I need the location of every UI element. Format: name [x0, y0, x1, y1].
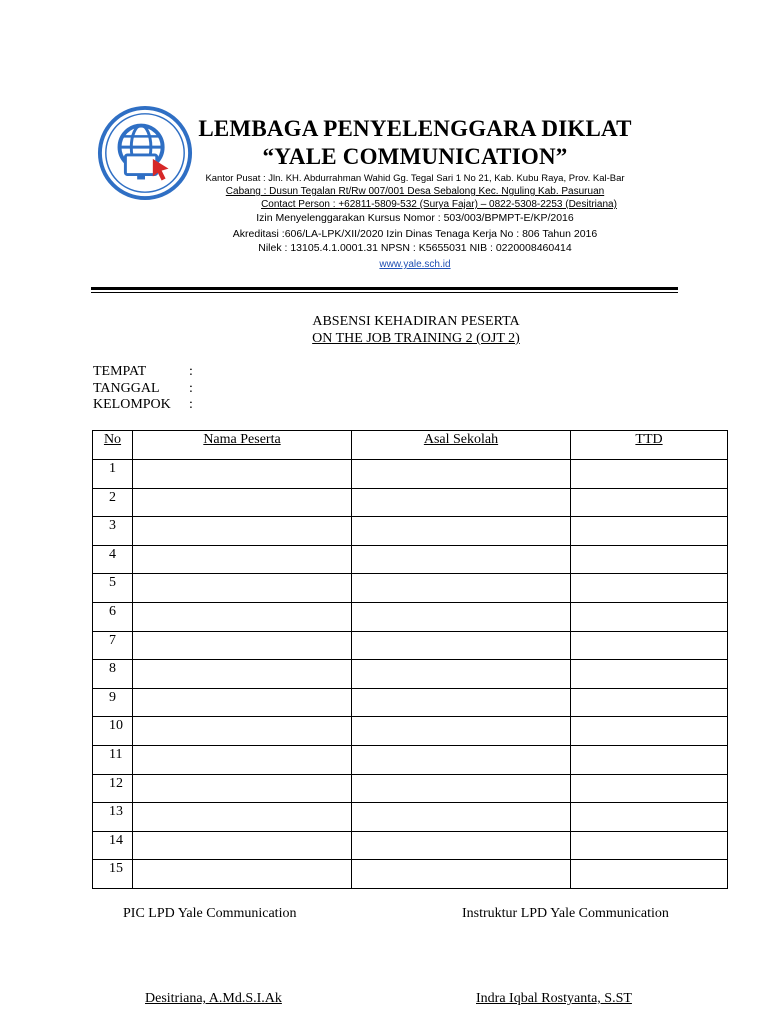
- nama-peserta-cell[interactable]: [133, 745, 352, 774]
- ttd-cell[interactable]: [571, 660, 728, 689]
- table-row: [93, 745, 728, 774]
- asal-sekolah-cell[interactable]: [352, 460, 571, 489]
- asal-sekolah-cell[interactable]: [352, 574, 571, 603]
- nama-peserta-cell[interactable]: [133, 774, 352, 803]
- asal-sekolah-cell[interactable]: [352, 774, 571, 803]
- ttd-cell[interactable]: [571, 717, 728, 746]
- asal-sekolah-cell[interactable]: [352, 860, 571, 889]
- row-number: 3: [93, 517, 133, 546]
- head-office-address: Kantor Pusat : Jln. KH. Abdurrahman Wahid Gg. Tegal Sari 1 No 21, Kab. Kubu Raya, Prov. Kal-Bar: [205, 173, 625, 184]
- nama-peserta-cell[interactable]: [133, 460, 352, 489]
- ttd-cell[interactable]: [571, 574, 728, 603]
- asal-sekolah-cell[interactable]: [352, 488, 571, 517]
- header-no: No: [93, 431, 133, 460]
- table-row: [93, 574, 728, 603]
- row-number: 14: [93, 831, 133, 860]
- field-colon: :: [189, 380, 193, 396]
- nama-peserta-cell[interactable]: [133, 517, 352, 546]
- row-number: 6: [93, 602, 133, 631]
- nama-peserta-cell[interactable]: [133, 688, 352, 717]
- instructor-signature-title: Instruktur LPD Yale Communication: [462, 906, 669, 921]
- header-ttd: TTD: [571, 431, 728, 460]
- ttd-cell[interactable]: [571, 688, 728, 717]
- nama-peserta-cell[interactable]: [133, 803, 352, 832]
- table-row: [93, 545, 728, 574]
- document-subtitle: ON THE JOB TRAINING 2 (OJT 2): [312, 331, 520, 346]
- nama-peserta-cell[interactable]: [133, 660, 352, 689]
- row-number: 8: [93, 660, 133, 689]
- field-label: TEMPAT: [93, 364, 147, 379]
- row-number: 1: [93, 460, 133, 489]
- registration-numbers: Nilek : 13105.4.1.0001.31 NPSN : K5655031 NIB : 0220008460414: [258, 242, 572, 254]
- field-tanggal: [93, 381, 193, 398]
- row-number: 4: [93, 545, 133, 574]
- pic-signature-title: PIC LPD Yale Communication: [123, 906, 297, 921]
- table-row: [93, 688, 728, 717]
- institution-title: LEMBAGA PENYELENGGARA DIKLAT: [198, 116, 632, 141]
- asal-sekolah-cell[interactable]: [352, 803, 571, 832]
- table-row: [93, 660, 728, 689]
- license-number: Izin Menyelenggarakan Kursus Nomor : 503/003/BPMPT-E/KP/2016: [256, 212, 574, 224]
- row-number: 13: [93, 803, 133, 832]
- table-row: [93, 460, 728, 489]
- nama-peserta-cell[interactable]: [133, 574, 352, 603]
- ttd-cell[interactable]: [571, 488, 728, 517]
- table-header-row: [93, 431, 728, 460]
- row-number: 9: [93, 688, 133, 717]
- institution-name: “YALE COMMUNICATION”: [262, 144, 568, 169]
- ttd-cell[interactable]: [571, 517, 728, 546]
- table-row: [93, 774, 728, 803]
- row-number: 7: [93, 631, 133, 660]
- asal-sekolah-cell[interactable]: [352, 717, 571, 746]
- field-tempat: [93, 364, 193, 381]
- asal-sekolah-cell[interactable]: [352, 517, 571, 546]
- ttd-cell[interactable]: [571, 860, 728, 889]
- ttd-cell[interactable]: [571, 745, 728, 774]
- asal-sekolah-cell[interactable]: [352, 688, 571, 717]
- table-row: [93, 803, 728, 832]
- header-asal-sekolah: Asal Sekolah: [352, 431, 571, 460]
- accreditation: Akreditasi :606/LA-LPK/XII/2020 Izin Dinas Tenaga Kerja No : 806 Tahun 2016: [232, 228, 598, 240]
- row-number: 12: [93, 774, 133, 803]
- attendance-fields: [93, 364, 193, 414]
- instructor-signature-name: Indra Iqbal Rostyanta, S.ST: [476, 991, 632, 1006]
- table-row: [93, 517, 728, 546]
- row-number: 11: [93, 745, 133, 774]
- branch-address: Cabang : Dusun Tegalan Rt/Rw 007/001 Desa Sebalong Kec. Nguling Kab. Pasuruan: [225, 186, 605, 197]
- asal-sekolah-cell[interactable]: [352, 745, 571, 774]
- table-row: [93, 717, 728, 746]
- nama-peserta-cell[interactable]: [133, 602, 352, 631]
- table-row: [93, 488, 728, 517]
- asal-sekolah-cell[interactable]: [352, 545, 571, 574]
- field-kelompok: [93, 397, 193, 414]
- field-colon: :: [189, 364, 193, 379]
- table-row: [93, 631, 728, 660]
- asal-sekolah-cell[interactable]: [352, 602, 571, 631]
- header-nama-peserta: Nama Peserta: [133, 431, 352, 460]
- table-row: [93, 831, 728, 860]
- ttd-cell[interactable]: [571, 631, 728, 660]
- header-divider-thin: [91, 292, 678, 293]
- asal-sekolah-cell[interactable]: [352, 631, 571, 660]
- pic-signature-name: Desitriana, A.Md.S.I.Ak: [145, 991, 282, 1006]
- table-row: [93, 860, 728, 889]
- nama-peserta-cell[interactable]: [133, 831, 352, 860]
- field-label: KELOMPOK: [93, 397, 171, 412]
- website-link[interactable]: www.yale.sch.id: [379, 259, 451, 270]
- table-row: [93, 602, 728, 631]
- asal-sekolah-cell[interactable]: [352, 660, 571, 689]
- ttd-cell[interactable]: [571, 460, 728, 489]
- contact-person: Contact Person : +62811-5809-532 (Surya Fajar) – 0822-5308-2253 (Desitriana): [261, 199, 617, 210]
- nama-peserta-cell[interactable]: [133, 631, 352, 660]
- document-title: ABSENSI KEHADIRAN PESERTA: [312, 314, 520, 329]
- nama-peserta-cell[interactable]: [133, 860, 352, 889]
- ttd-cell[interactable]: [571, 602, 728, 631]
- row-number: 10: [93, 717, 133, 746]
- ttd-cell[interactable]: [571, 545, 728, 574]
- ttd-cell[interactable]: [571, 831, 728, 860]
- row-number: 2: [93, 488, 133, 517]
- field-label: TANGGAL: [93, 380, 160, 396]
- nama-peserta-cell[interactable]: [133, 545, 352, 574]
- row-number: 15: [93, 860, 133, 889]
- nama-peserta-cell[interactable]: [133, 717, 352, 746]
- attendance-table: [92, 430, 728, 889]
- header-divider-thick: [91, 287, 678, 290]
- row-number: 5: [93, 574, 133, 603]
- table-body: [93, 460, 728, 889]
- asal-sekolah-cell[interactable]: [352, 831, 571, 860]
- ttd-cell[interactable]: [571, 774, 728, 803]
- nama-peserta-cell[interactable]: [133, 488, 352, 517]
- ttd-cell[interactable]: [571, 803, 728, 832]
- field-colon: :: [189, 397, 193, 412]
